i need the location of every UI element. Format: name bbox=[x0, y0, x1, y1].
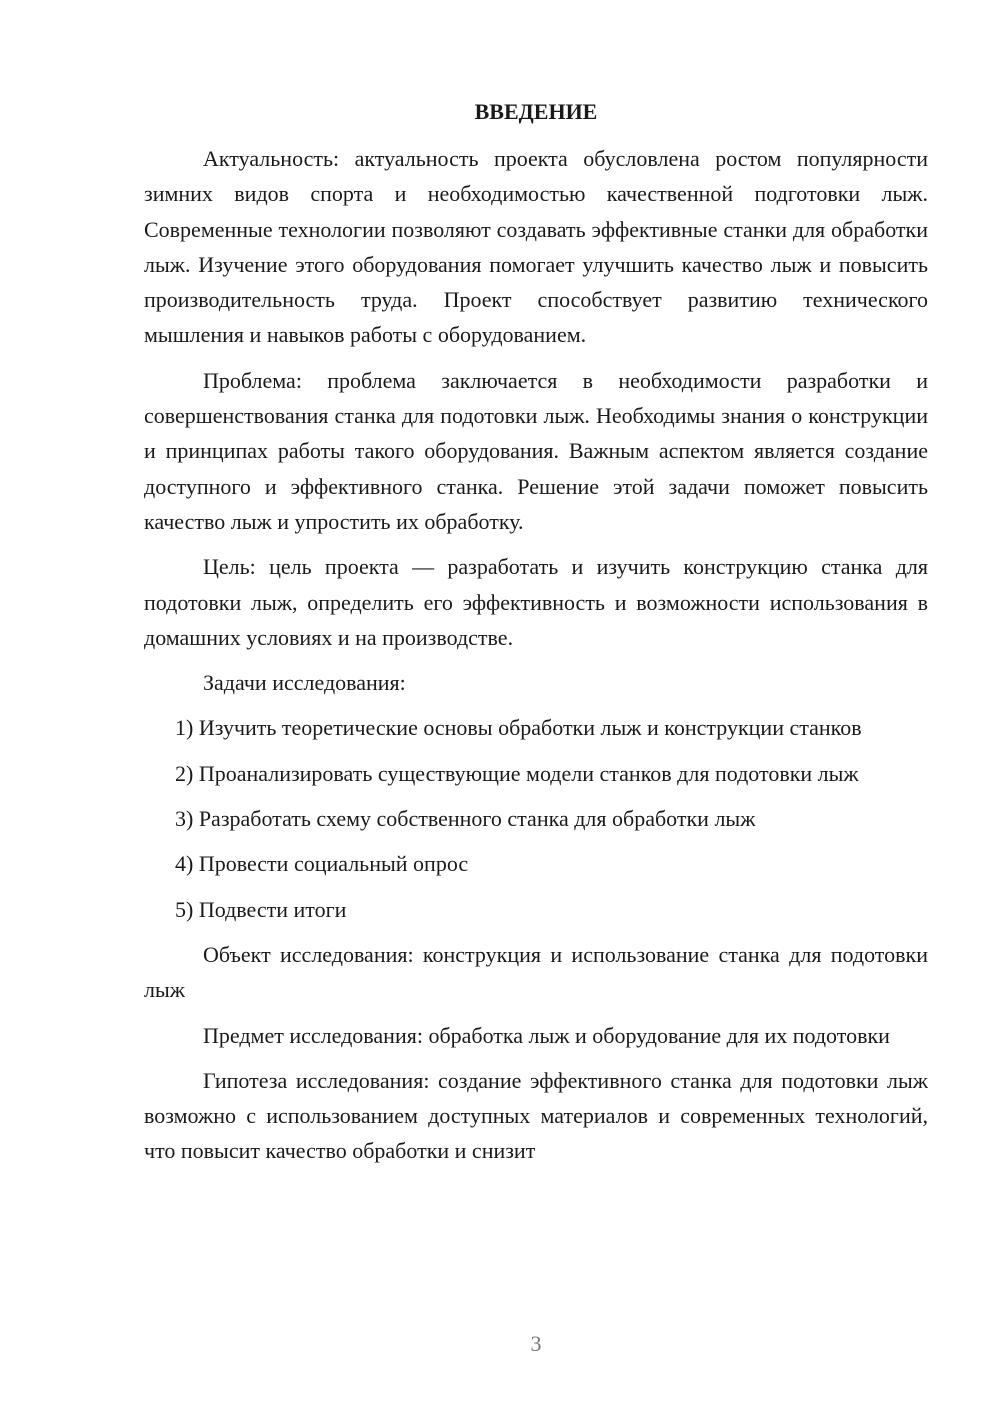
paragraph-relevance: Актуальность: актуальность проекта обусловлена ростом популярности зимних видов спорта и необходимостью качественной подготовки лыж. Современные технологии позволяют создавать эффективные станки для обработки лыж. Изучение этого оборудования помогает улучшить качество лыж и повысить производительность труда. Проект способствует развитию технического мышления и навыков работы с оборудованием. bbox=[144, 146, 928, 348]
section-title: ВВЕДЕНИЕ bbox=[474, 99, 598, 124]
task-item-4: 4) Провести социальный опрос bbox=[175, 851, 469, 877]
page-content bbox=[144, 94, 928, 1179]
task-item-3: 3) Разработать схему собственного станка для обработки лыж bbox=[175, 806, 756, 832]
task-item-5: 5) Подвести итоги bbox=[175, 896, 347, 922]
task-item-1: 1) Изучить теоретические основы обработки лыж и конструкции станков bbox=[175, 715, 862, 741]
tasks-heading: Задачи исследования: bbox=[203, 670, 406, 696]
page-number: 3 bbox=[530, 1331, 542, 1356]
paragraph-subject: Предмет исследования: обработка лыж и оборудование для их подотовки bbox=[203, 1022, 890, 1048]
paragraph-object: Объект исследования: конструкция и использование станка для подотовки лыж bbox=[144, 941, 928, 1003]
paragraph-hypothesis: Гипотеза исследования: создание эффективного станка для подотовки лыж возможно с использованием доступных материалов и современных технологий, что повысит качество обработки и снизит bbox=[144, 1067, 928, 1164]
paragraph-problem: Проблема: проблема заключается в необходимости разработки и совершенствования станка для подотовки лыж. Необходимы знания о конструкции и принципах работы такого оборудования. Важным аспектом является создание доступного и эффективного станка. Решение этой задачи поможет повысить качество лыж и упростить их обработку. bbox=[144, 367, 928, 534]
task-item-2: 2) Проанализировать существующие модели станков для подотовки лыж bbox=[175, 760, 859, 786]
paragraph-goal: Цель: цель проекта — разработать и изучить конструкцию станка для подотовки лыж, определить его эффективность и возможности использования в домашних условиях и на производстве. bbox=[144, 554, 928, 650]
